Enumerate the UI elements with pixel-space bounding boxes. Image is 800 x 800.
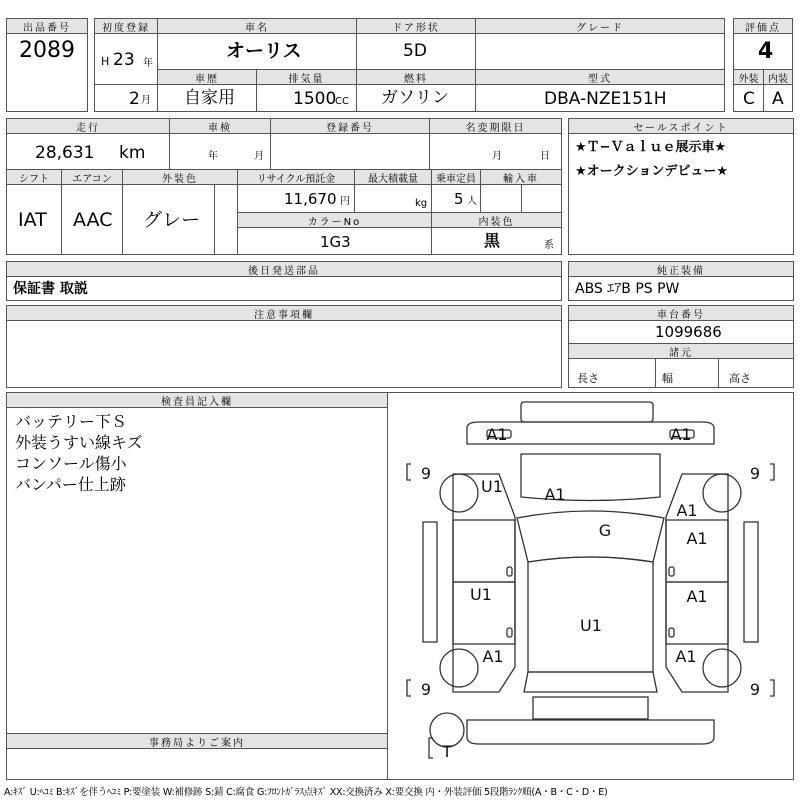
hood bbox=[521, 454, 660, 501]
mark-fender-left: U1 bbox=[481, 477, 503, 496]
exterior-color-header: 外装色 bbox=[122, 169, 238, 185]
registration-number-cell bbox=[270, 133, 430, 170]
inspector-note-3: コンソール傷小 bbox=[15, 454, 127, 473]
car-name: オーリス bbox=[226, 40, 302, 62]
car-damage-diagram bbox=[387, 392, 794, 780]
first-registration-month-cell bbox=[94, 84, 158, 112]
caution-header: 注意事項欄 bbox=[6, 305, 562, 321]
later-parts-cell bbox=[6, 276, 562, 301]
mark-tire-rr: 9 bbox=[749, 680, 761, 699]
handle-right-front bbox=[669, 567, 674, 576]
legend: A:ｷｽﾞ U:ﾍｺﾐ B:ｷｽﾞを伴うﾍｺﾐ P:要塗装 W:補修跡 S:錆 C:腐食 G:ﾌﾛﾝﾄｶﾞﾗｽ点ｷｽﾞ XX:交換済み X:要交換 内・外装評価 5段階ﾗﾝｸ順(A・B・C・D・E) bbox=[4, 787, 608, 798]
history-header: 車歴 bbox=[157, 69, 257, 85]
capacity-header: 乗車定員 bbox=[431, 169, 481, 185]
trunk bbox=[533, 697, 648, 719]
car-name-cell bbox=[157, 33, 357, 70]
sales-point-2: ★オークションデビュー★ bbox=[575, 164, 729, 179]
wheel-rear-left bbox=[440, 649, 478, 687]
capacity-unit: 人 bbox=[467, 196, 477, 207]
later-parts: 保証書 取説 bbox=[13, 281, 88, 297]
sales-point-header: セールスポイント bbox=[568, 118, 794, 134]
recycle-deposit-cell bbox=[237, 184, 355, 213]
name-change-deadline-header: 名変期限日 bbox=[429, 118, 562, 134]
office-notice-header: 事務局よりご案内 bbox=[6, 733, 388, 749]
handle-right-rear bbox=[669, 628, 674, 637]
door-type-cell bbox=[356, 33, 476, 70]
rear-glass bbox=[524, 672, 657, 692]
aircon-header: エアコン bbox=[61, 169, 123, 185]
chassis-number-cell bbox=[568, 320, 794, 344]
score: 4 bbox=[758, 39, 774, 64]
exterior-grade-header: 外装 bbox=[733, 69, 764, 85]
color-number: 1G3 bbox=[320, 233, 351, 251]
interior-grade-header: 内装 bbox=[763, 69, 793, 85]
aircon-cell bbox=[61, 184, 123, 255]
inspector-note-1: バッテリー下Ｓ bbox=[15, 412, 128, 431]
wheel-front-left bbox=[440, 474, 478, 512]
office-notice-cell bbox=[6, 748, 388, 780]
mark-door-rear-right: A1 bbox=[686, 587, 708, 606]
lot-number-cell bbox=[6, 33, 88, 112]
inspection-month-unit: 月 bbox=[254, 151, 264, 162]
score-cell bbox=[733, 33, 793, 70]
inspector-note-4: バンパー仕上跡 bbox=[15, 475, 126, 494]
history: 自家用 bbox=[184, 88, 235, 108]
recycle-deposit-unit: 円 bbox=[340, 196, 350, 207]
interior-color-cell bbox=[431, 227, 562, 255]
mark-tire-rl: 9 bbox=[420, 680, 432, 699]
windshield bbox=[517, 511, 664, 562]
front-grille bbox=[521, 402, 653, 422]
max-load-unit: kg bbox=[415, 198, 428, 209]
recycle-deposit: 11,670 bbox=[284, 190, 337, 208]
car-name-header: 車名 bbox=[157, 18, 357, 34]
spec-length-label: 長さ bbox=[577, 372, 599, 385]
mark-roof: U1 bbox=[580, 616, 602, 635]
recycle-deposit-header: リサイクル預託金 bbox=[237, 169, 355, 185]
capacity-cell bbox=[431, 184, 481, 213]
model-code: DBA-NZE151H bbox=[544, 89, 667, 109]
mileage-unit: km bbox=[119, 143, 146, 163]
inspection-header: 車検 bbox=[169, 118, 271, 134]
roof-panel bbox=[528, 557, 653, 672]
mark-door-front-right: A1 bbox=[686, 529, 708, 548]
inspector-notes-header: 検査員記入欄 bbox=[6, 392, 388, 408]
interior-grade-cell bbox=[763, 84, 793, 112]
lot-number: 2089 bbox=[19, 38, 75, 63]
genuine-equipment: ABS ｴｱB PS PW bbox=[575, 281, 680, 297]
fuel-cell bbox=[356, 84, 476, 112]
specs-header: 諸元 bbox=[568, 343, 794, 359]
spec-height-label: 高さ bbox=[729, 372, 751, 385]
exterior-grade: C bbox=[743, 89, 755, 109]
door-type-header: ドア形状 bbox=[356, 18, 476, 34]
handle-left-rear bbox=[507, 628, 512, 637]
mark-tire-fr: 9 bbox=[749, 464, 761, 483]
sales-point-1: ★Ｔ−Ｖａｌｕｅ展示車★ bbox=[575, 140, 727, 155]
spec-width-label: 幅 bbox=[662, 372, 673, 385]
inspector-note-2: 外装うすい線キズ bbox=[15, 433, 143, 452]
inspector-notes-cell bbox=[6, 407, 388, 734]
spec-height-cell bbox=[718, 358, 794, 388]
genuine-equipment-header: 純正装備 bbox=[568, 261, 794, 277]
grade-cell bbox=[475, 33, 725, 70]
history-cell bbox=[157, 84, 257, 112]
tire-box-fl bbox=[407, 464, 411, 480]
handle-left-front bbox=[507, 567, 512, 576]
genuine-equipment-cell bbox=[568, 276, 794, 301]
caution-cell bbox=[6, 320, 562, 388]
registration-year: 23 bbox=[113, 50, 135, 70]
mark-spare: T bbox=[442, 742, 452, 761]
rear-bumper bbox=[467, 720, 714, 744]
displacement: 1500 bbox=[293, 89, 337, 109]
mark-windshield: G bbox=[598, 521, 612, 540]
interior-color: 黒 bbox=[484, 231, 501, 250]
wheel-rear-right bbox=[703, 649, 741, 687]
shift: IAT bbox=[18, 209, 47, 231]
grade-header: グレード bbox=[475, 18, 725, 34]
shift-cell bbox=[6, 184, 62, 255]
inspection-cell bbox=[169, 133, 271, 170]
left-side-step bbox=[423, 522, 437, 642]
year-unit: 年 bbox=[143, 58, 153, 69]
exterior-color: グレー bbox=[143, 209, 201, 231]
mark-hood: A1 bbox=[544, 485, 566, 504]
exterior-color-cell bbox=[122, 184, 238, 255]
tire-box-rr bbox=[770, 680, 774, 696]
mark-front-right: A1 bbox=[670, 425, 692, 444]
import-header: 輸入車 bbox=[480, 169, 562, 185]
name-change-month-unit: 月 bbox=[492, 151, 502, 162]
mileage-cell bbox=[6, 133, 170, 170]
name-change-deadline-cell bbox=[429, 133, 562, 170]
door-type: 5D bbox=[403, 41, 427, 61]
sales-point-cell bbox=[568, 133, 794, 255]
chassis-number-header: 車台番号 bbox=[568, 305, 794, 321]
displacement-header: 排気量 bbox=[256, 69, 357, 85]
model-code-header: 型式 bbox=[475, 69, 725, 85]
score-header: 評価点 bbox=[733, 18, 793, 34]
import-cell bbox=[480, 184, 562, 213]
first-registration-year-cell bbox=[94, 33, 158, 85]
mileage: 28,631 bbox=[35, 143, 95, 163]
mark-door-rear-left: U1 bbox=[470, 585, 492, 604]
mark-tire-fl: 9 bbox=[420, 464, 432, 483]
registration-number-header: 登録番号 bbox=[270, 118, 430, 134]
tire-box-rl bbox=[407, 680, 411, 696]
chassis-number: 1099686 bbox=[655, 323, 722, 341]
aircon: AAC bbox=[73, 209, 113, 231]
fuel: ガソリン bbox=[381, 88, 449, 108]
color-number-cell bbox=[237, 227, 432, 255]
displacement-unit: CC bbox=[335, 96, 349, 107]
color-number-header: カラーNo bbox=[237, 212, 432, 228]
model-code-cell bbox=[475, 84, 725, 112]
mark-front-left: A1 bbox=[486, 425, 508, 444]
left-front-door bbox=[453, 520, 515, 582]
max-load-cell bbox=[354, 184, 432, 213]
fuel-header: 燃料 bbox=[356, 69, 476, 85]
interior-color-unit: 系 bbox=[544, 240, 554, 251]
wheel-front-right bbox=[703, 474, 741, 512]
interior-color-header: 内装色 bbox=[431, 212, 562, 228]
mark-rear-right: A1 bbox=[675, 647, 697, 666]
month-unit: 月 bbox=[141, 95, 151, 106]
inspection-year-unit: 年 bbox=[208, 151, 218, 162]
right-side-step bbox=[744, 522, 758, 642]
mileage-header: 走行 bbox=[6, 118, 170, 134]
first-registration-header: 初度登録 bbox=[94, 18, 158, 34]
lot-number-header: 出品番号 bbox=[6, 18, 88, 34]
name-change-day-unit: 日 bbox=[540, 151, 550, 162]
era: H bbox=[101, 55, 110, 68]
spec-width-cell bbox=[655, 358, 719, 388]
later-parts-header: 後日発送部品 bbox=[6, 261, 562, 277]
registration-month: 2 bbox=[129, 89, 140, 109]
mark-fender-right: A1 bbox=[676, 501, 698, 520]
tire-box-fr bbox=[770, 464, 774, 480]
displacement-cell bbox=[256, 84, 357, 112]
max-load-header: 最大積載量 bbox=[354, 169, 432, 185]
exterior-grade-cell bbox=[733, 84, 764, 112]
shift-header: シフト bbox=[6, 169, 62, 185]
mark-rear-left: A1 bbox=[482, 647, 504, 666]
spec-length-cell bbox=[568, 358, 656, 388]
capacity: 5 bbox=[454, 190, 464, 208]
interior-grade: A bbox=[772, 89, 784, 109]
spare-box bbox=[429, 738, 433, 758]
